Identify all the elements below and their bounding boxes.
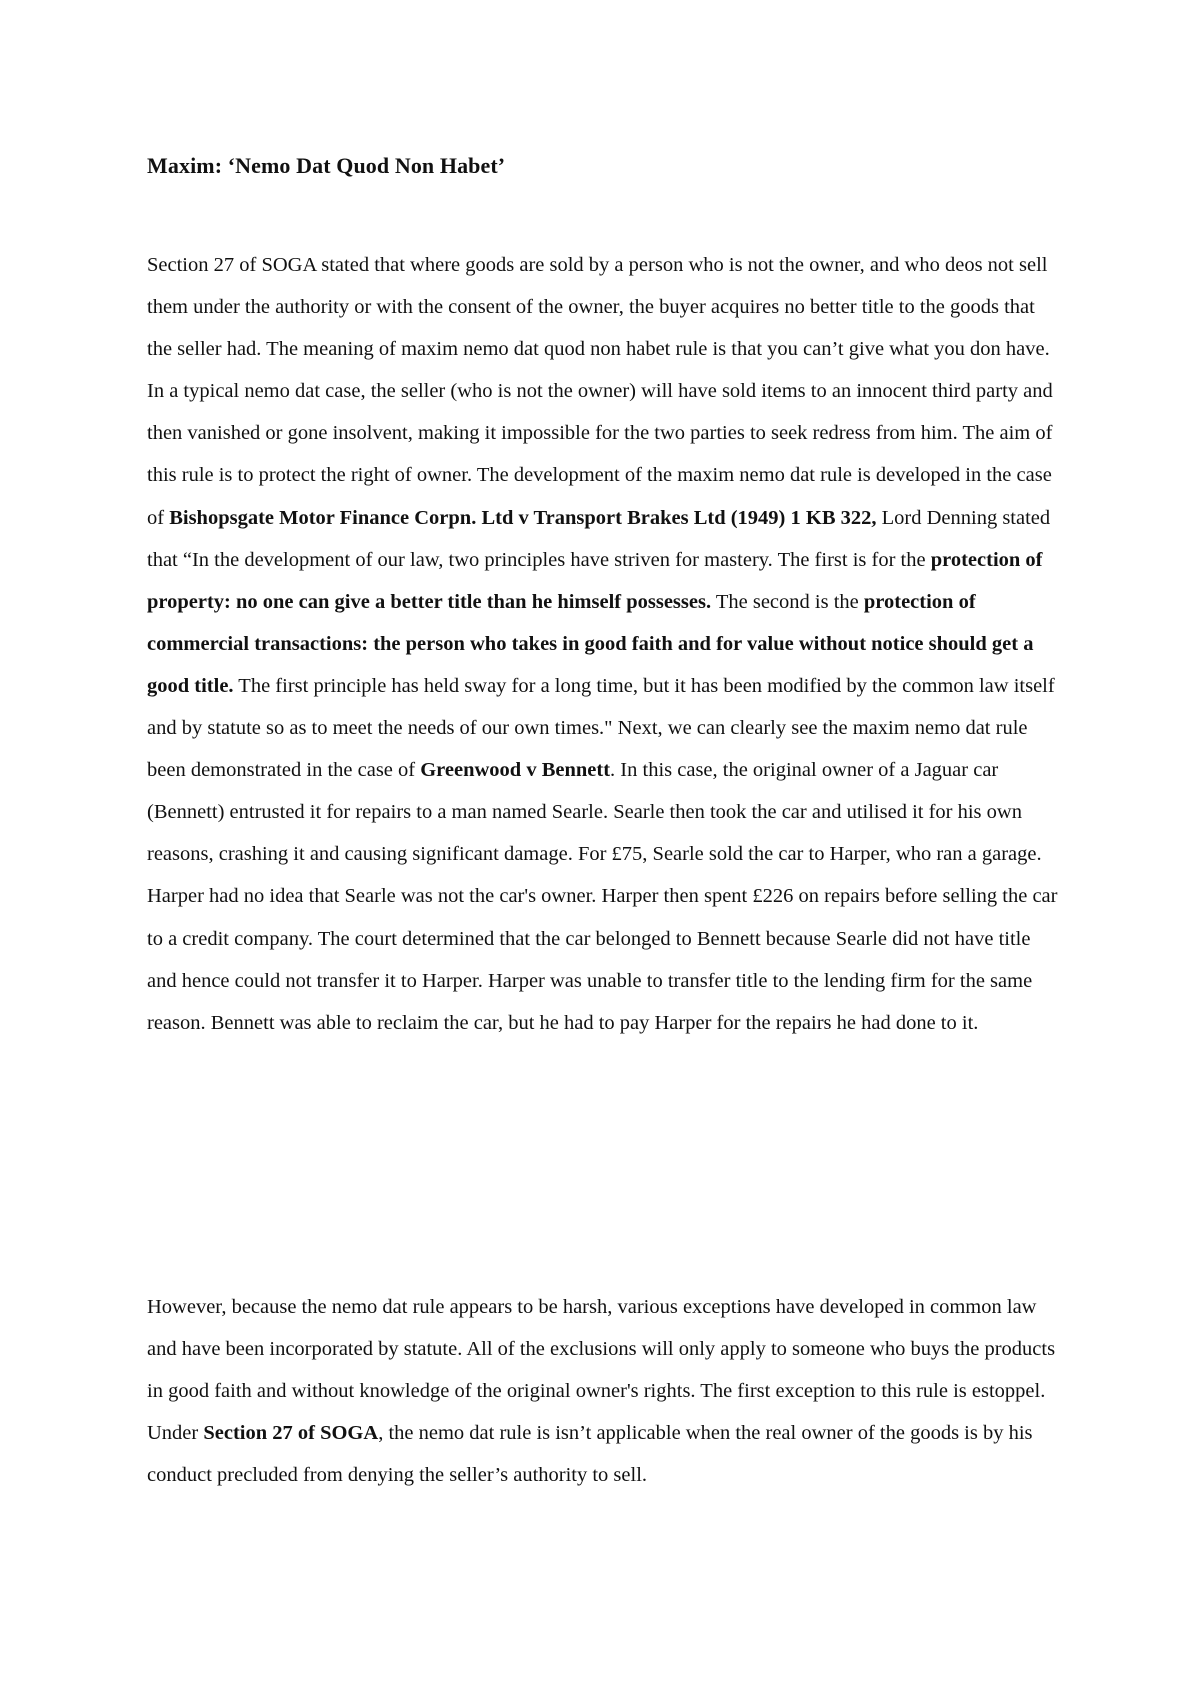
- body-paragraph-1: [147, 244, 1062, 1044]
- text-run: Lord Denning stated that “In the development of our law, two principles have striven for mastery. The first is for the: [147, 506, 1051, 571]
- text-run: . In this case, the original owner of a Jaguar car (Bennett) entrusted it for repairs to a man named Searle. Searle then took the car and utilised it for his own reasons, crashing it and causing significant damage. For £75, Searle sold the car to Harper, who ran a garage. Harper had no idea that Searle was not the car's owner. Harper then spent £226 on repairs before selling the car to a credit company. The court determined that the car belonged to Bennett because Searle did not have title and hence could not transfer it to Harper. Harper was unable to transfer title to the lending firm for the same reason. Bennett was able to reclaim the car, but he had to pay Harper for the repairs he had done to it.: [147, 759, 1058, 1034]
- text-run: The second is the: [711, 590, 864, 613]
- bold-text-run: Bishopsgate Motor Finance Corpn. Ltd v Transport Brakes Ltd (1949) 1 KB 322,: [169, 506, 877, 529]
- bold-text-run: Greenwood v Bennett: [420, 759, 611, 782]
- text-run: The first principle has held sway for a long time, but it has been modified by the common law itself and by statute so as to meet the needs of our own times." Next, we can clearly see the maxim nemo dat rule been demonstrated in the case of: [147, 674, 1055, 782]
- text-run: , the nemo dat rule is isn’t applicable when the real owner of the goods is by his conduct precluded from denying the seller’s authority to sell.: [147, 1422, 1033, 1487]
- document-title: Maxim: ‘Nemo Dat Quod Non Habet’: [147, 153, 506, 178]
- text-run: Section 27 of SOGA stated that where goods are sold by a person who is not the owner, and who deos not sell them under the authority or with the consent of the owner, the buyer acquires no better title to the goods that the seller had. The meaning of maxim nemo dat quod non habet rule is that you can’t give what you don have. In a typical nemo dat case, the seller (who is not the owner) will have sold items to an innocent third party and then vanished or gone insolvent, making it impossible for the two parties to seek redress from him. The aim of this rule is to protect the right of owner. The development of the maxim nemo dat rule is developed in the case of: [147, 254, 1053, 529]
- bold-text-run: Section 27 of SOGA: [203, 1422, 379, 1445]
- text-run: However, because the nemo dat rule appears to be harsh, various exceptions have developed in common law and have been incorporated by statute. All of the exclusions will only apply to someone who buys the products in good faith and without knowledge of the original owner's rights. The first exception to this rule is estoppel. Under: [147, 1296, 1056, 1445]
- bold-text-run: protection of commercial transactions: the person who takes in good faith and for value without notice should get a good title.: [147, 590, 1034, 697]
- body-paragraph-2: [147, 1286, 1062, 1496]
- bold-text-run: protection of property: no one can give a better title than he himself possesses.: [147, 548, 1043, 613]
